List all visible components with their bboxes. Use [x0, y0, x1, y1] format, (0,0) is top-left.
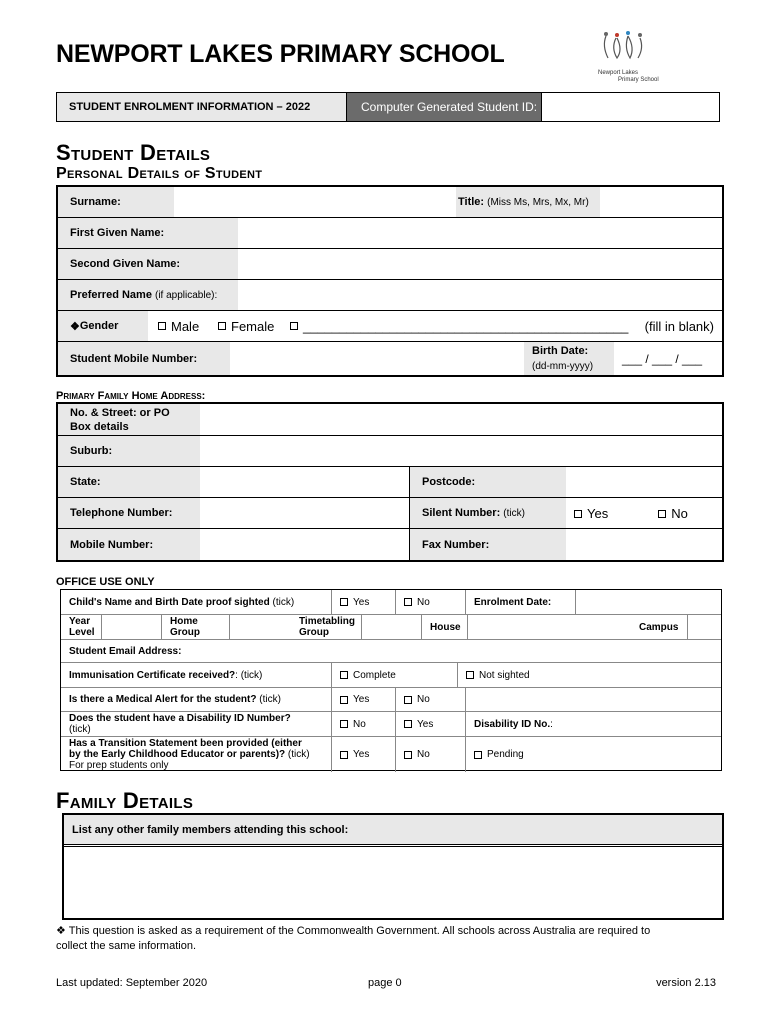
campus-field[interactable]: [687, 615, 721, 639]
timetabling-field[interactable]: [361, 615, 421, 639]
preferred-name-row: [58, 280, 722, 311]
note-marker-icon: ❖: [56, 925, 66, 937]
female-checkbox[interactable]: [218, 322, 226, 330]
home-group-line2: Group: [170, 627, 200, 638]
house-label: House: [421, 615, 467, 639]
state-label: State:: [70, 476, 101, 488]
male-checkbox[interactable]: [158, 322, 166, 330]
street-field[interactable]: [200, 404, 722, 435]
first-name-label: First Given Name:: [70, 227, 165, 239]
medical-tick-note: (tick): [259, 694, 281, 705]
birth-date-label: Birth Date:: [532, 345, 589, 357]
second-name-row: [58, 249, 722, 280]
surname-row: [58, 187, 722, 218]
enrolment-date-label: Enrolment Date:: [465, 590, 575, 614]
logo-figures-icon: [592, 30, 662, 70]
year-level-line1: Year: [69, 616, 91, 627]
telephone-field[interactable]: [200, 498, 410, 528]
fax-label: Fax Number:: [422, 538, 490, 551]
title-field[interactable]: [600, 187, 722, 217]
birth-date-field[interactable]: ___ / ___ / ___: [614, 342, 722, 375]
transition-tick-note: (tick): [287, 749, 310, 760]
gender-male-option[interactable]: Male: [158, 311, 199, 341]
street-row: [58, 404, 722, 436]
last-updated: Last updated: September 2020: [56, 977, 208, 989]
disability-label: Does the student have a Disability ID Number?: [69, 713, 291, 724]
enrolment-banner: [56, 92, 720, 122]
family-members-field[interactable]: [64, 846, 722, 918]
proof-no-checkbox[interactable]: [404, 598, 412, 606]
student-mobile-label: Student Mobile Number:: [70, 352, 198, 365]
family-details-box: [62, 813, 724, 920]
proof-yes-option[interactable]: Yes: [331, 590, 395, 614]
family-list-row: [64, 815, 722, 845]
family-details-heading: Family Details: [56, 788, 194, 813]
medical-no-option[interactable]: No: [395, 688, 465, 711]
commonwealth-note: [56, 924, 720, 954]
transition-pending-option[interactable]: Pending: [465, 737, 721, 772]
year-level-line2: Level: [69, 627, 95, 638]
immunisation-label: Immunisation Certificate received?: [69, 669, 236, 681]
silent-number-label: Silent Number:: [422, 507, 501, 519]
family-mobile-field[interactable]: [200, 529, 410, 560]
immunisation-not-sighted-option[interactable]: Not sighted: [457, 663, 721, 687]
proof-sighted-label: Child's Name and Birth Date proof sighted: [69, 596, 270, 608]
disability-yes-option[interactable]: Yes: [395, 712, 465, 736]
postcode-field[interactable]: [566, 467, 722, 497]
banner-label: STUDENT ENROLMENT INFORMATION – 2022: [57, 93, 347, 121]
first-name-field[interactable]: [238, 218, 722, 248]
immunisation-tick-note: : (tick): [235, 669, 263, 681]
note-text-line1: This question is asked as a requirement of the Commonwealth Government. All schools across Australia are required to: [68, 925, 651, 937]
mobile-fax-row: [58, 529, 722, 560]
office-use-heading: OFFICE USE ONLY: [56, 576, 155, 588]
silent-no-checkbox[interactable]: [658, 510, 666, 518]
immunisation-complete-option[interactable]: Complete: [331, 663, 457, 687]
second-name-field[interactable]: [238, 249, 722, 279]
proof-no-option[interactable]: No: [395, 590, 465, 614]
surname-field[interactable]: [174, 187, 456, 217]
disability-id-colon: :: [550, 718, 553, 730]
other-gender-blank[interactable]: _____________________________________________: [303, 318, 629, 334]
surname-label: Surname:: [70, 196, 121, 208]
page-title: NEWPORT LAKES PRIMARY SCHOOL: [56, 40, 505, 68]
student-id-label: Computer Generated Student ID:: [347, 93, 541, 121]
office-use-table: [60, 589, 722, 771]
transition-label-line2: by the Early Childhood Educator or parents)?: [69, 749, 286, 760]
preferred-name-note: (if applicable):: [155, 289, 218, 301]
home-group-field[interactable]: [229, 615, 291, 639]
disability-id-field[interactable]: [575, 712, 721, 736]
complete-checkbox[interactable]: [340, 671, 348, 679]
address-heading: Primary Family Home Address:: [56, 390, 206, 402]
medical-no-checkbox[interactable]: [404, 696, 412, 704]
suburb-row: [58, 436, 722, 467]
proof-tick-note: (tick): [272, 596, 295, 608]
disability-id-label: Disability ID No.: [474, 718, 551, 730]
logo-text-line2: Primary School: [618, 77, 659, 83]
personal-details-heading: Personal Details of Student: [56, 165, 263, 182]
student-id-field[interactable]: [541, 93, 719, 121]
silent-no-option[interactable]: No: [658, 506, 688, 521]
address-box: [56, 402, 724, 562]
medical-alert-blank: [465, 688, 721, 711]
gender-other-option[interactable]: [290, 311, 628, 341]
silent-yes-checkbox[interactable]: [574, 510, 582, 518]
preferred-name-label: Preferred Name: [70, 289, 152, 301]
gender-row: [58, 311, 722, 342]
disability-no-checkbox[interactable]: [340, 720, 348, 728]
page-number: page 0: [368, 977, 402, 989]
student-details-heading: Student Details: [56, 140, 211, 165]
mobile-birth-row: [58, 342, 722, 375]
student-mobile-field[interactable]: [230, 342, 524, 375]
personal-details-box: [56, 185, 724, 377]
enrolment-date-field[interactable]: [575, 590, 721, 614]
house-field[interactable]: [467, 615, 631, 639]
student-email-label: Student Email Address:: [69, 645, 182, 657]
school-logo: [592, 30, 662, 88]
year-level-field[interactable]: [101, 615, 161, 639]
home-group-line1: Home: [170, 616, 198, 627]
version-number: version 2.13: [656, 977, 716, 989]
not-sighted-checkbox[interactable]: [466, 671, 474, 679]
telephone-label: Telephone Number:: [70, 507, 173, 519]
birth-date-format: (dd-mm-yyyy): [532, 361, 594, 372]
timetabling-line2: Group: [299, 627, 329, 638]
disability-yes-checkbox[interactable]: [404, 720, 412, 728]
student-email-field[interactable]: [261, 640, 721, 662]
pending-checkbox[interactable]: [474, 751, 482, 759]
first-name-row: [58, 218, 722, 249]
gender-female-option[interactable]: Female: [218, 311, 274, 341]
postcode-label: Postcode:: [422, 476, 476, 488]
campus-label: Campus: [639, 621, 679, 633]
family-list-label: List any other family members attending this school:: [72, 823, 349, 836]
gender-label: Gender: [79, 320, 119, 332]
fax-field[interactable]: [566, 529, 722, 560]
silent-yes-option[interactable]: Yes: [574, 506, 608, 521]
other-gender-checkbox[interactable]: [290, 322, 298, 330]
logo-text-line1: Newport Lakes: [598, 70, 639, 76]
fill-in-note: (fill in blank): [644, 318, 714, 334]
transition-yes-checkbox[interactable]: [340, 751, 348, 759]
state-row: [58, 467, 722, 498]
suburb-field[interactable]: [200, 436, 722, 466]
disability-no-option[interactable]: No: [331, 712, 395, 736]
state-field[interactable]: [200, 467, 410, 497]
transition-prep-note: For prep students only: [69, 760, 169, 771]
transition-label-line1: Has a Transition Statement been provided (either: [69, 738, 302, 749]
street-label-line2: Box details: [70, 420, 129, 433]
silent-number-note: (tick): [503, 507, 525, 519]
medical-alert-label: Is there a Medical Alert for the student?: [69, 694, 257, 705]
medical-yes-checkbox[interactable]: [340, 696, 348, 704]
second-name-label: Second Given Name:: [70, 258, 181, 270]
family-mobile-label: Mobile Number:: [70, 538, 154, 551]
preferred-name-field[interactable]: [238, 280, 722, 310]
transition-no-option[interactable]: No: [395, 737, 465, 772]
proof-yes-checkbox[interactable]: [340, 598, 348, 606]
note-text-line2: collect the same information.: [56, 940, 197, 952]
title-label: Title:: [458, 196, 485, 208]
gender-marker-icon: ❖: [70, 320, 80, 333]
street-label-line1: No. & Street: or PO: [70, 406, 170, 419]
telephone-row: [58, 498, 722, 529]
transition-no-checkbox[interactable]: [404, 751, 412, 759]
transition-yes-option[interactable]: Yes: [331, 737, 395, 772]
disability-tick-note: (tick): [69, 724, 91, 735]
suburb-label: Suburb:: [70, 445, 113, 457]
title-options: (Miss Ms, Mrs, Mx, Mr): [487, 196, 589, 208]
timetabling-line1: Timetabling: [299, 616, 355, 627]
medical-yes-option[interactable]: Yes: [331, 688, 395, 711]
